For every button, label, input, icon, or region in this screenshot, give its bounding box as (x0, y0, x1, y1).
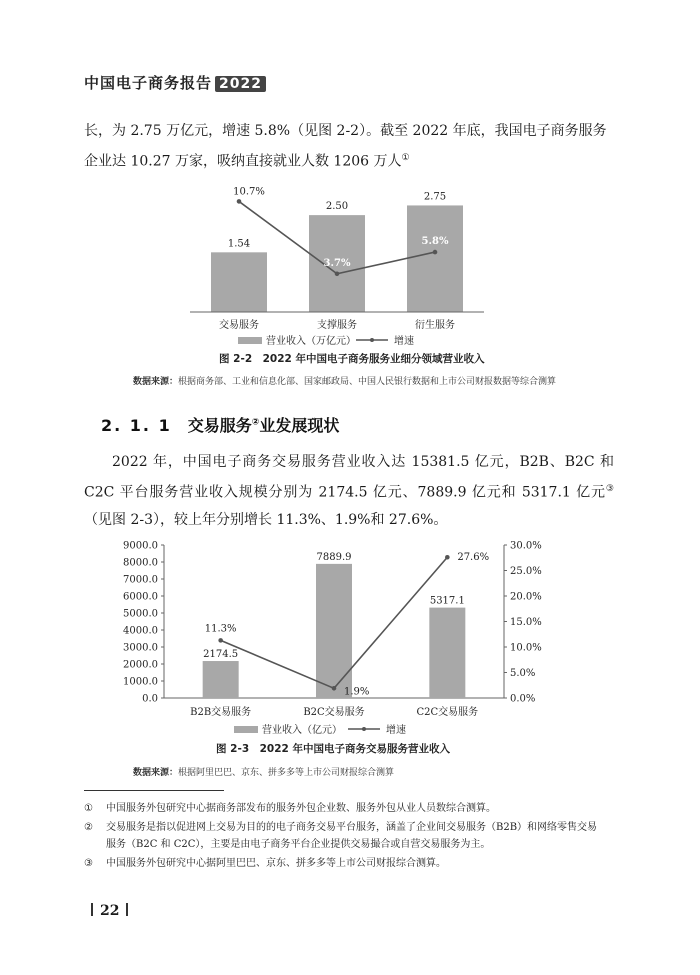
footnote-ref-3[interactable]: ③ (605, 484, 614, 494)
paragraph-1 (84, 118, 614, 176)
y-tick-label: 7000.0 (123, 574, 158, 586)
paragraph-2-text-2: （见图 2-3），较上年分别增长 11.3%、1.9%和 27.6%。 (84, 511, 448, 528)
paragraph-2 (84, 449, 614, 534)
bar-2 (316, 564, 352, 698)
growth-value-label: 27.6% (457, 552, 490, 564)
growth-point-3 (433, 250, 438, 255)
footnotes (84, 800, 604, 874)
y-tick-label: 8000.0 (123, 557, 158, 569)
section-number: 2. 1. 1 (101, 416, 172, 435)
header-year: 2022 (215, 76, 266, 92)
legend-bar-label: 营业收入（万亿元） (266, 336, 356, 347)
category-label: 支撑服务 (317, 320, 357, 331)
y-tick-label: 9000.0 (123, 540, 158, 552)
legend-bar-swatch (234, 726, 258, 733)
y2-tick-label: 15.0% (510, 617, 542, 628)
y2-tick-label: 10.0% (510, 642, 542, 654)
legend-line-label: 增速 (394, 336, 414, 347)
growth-point-1 (218, 638, 223, 643)
y-tick-label: 1000.0 (123, 676, 158, 688)
bar-value-label: 2.75 (423, 191, 447, 203)
growth-value-label: 3.7% (323, 257, 351, 269)
legend-line-marker (370, 338, 374, 342)
footnote-3: ③ 中国服务外包研究中心据阿里巴巴、京东、拼多多等上市公司财报综合测算。 (84, 858, 446, 869)
bar-value-label: 7889.9 (316, 551, 352, 563)
figure-2-2-caption: 图 2-2 2022 年中国电子商务服务业细分领域营业收入 (219, 353, 485, 365)
paragraph-1-line-2: 企业达 10.27 万家，吸纳直接就业人数 1206 万人① (84, 153, 410, 170)
paragraph-2-text: 2022 年，中国电子商务交易服务营业收入达 15381.5 亿元，B2B、B2C 和 C2C 平台服务营业收入规模分别为 2174.5 亿元、7889.9 亿元和 5317.1 亿元 (84, 454, 614, 501)
legend-bar-swatch (238, 337, 262, 344)
growth-point-1 (237, 199, 242, 204)
y2-tick-label: 25.0% (510, 566, 542, 577)
bar-3 (407, 205, 463, 312)
figure-2-3-source: 数据来源：根据阿里巴巴、京东、拼多多等上市公司财报综合测算 (133, 768, 395, 778)
bar-3 (429, 608, 465, 698)
growth-value-label: 1.9% (344, 686, 370, 698)
category-label: C2C交易服务 (416, 707, 479, 718)
footnote-ref-2[interactable]: ② (251, 417, 260, 428)
growth-point-2 (332, 686, 337, 691)
bar-value-label: 5317.1 (429, 595, 465, 607)
bar-value-label: 2.50 (325, 201, 349, 213)
growth-point-3 (445, 555, 450, 560)
section-heading: 2. 1. 1 交易服务②业发展现状 (101, 416, 340, 435)
legend-bar-label: 营业收入（亿元） (262, 725, 342, 736)
growth-point-2 (335, 271, 340, 276)
footnote-rule (84, 790, 224, 791)
category-label: 交易服务 (219, 320, 259, 331)
y-tick-label: 2000.0 (123, 659, 158, 671)
y-tick-label: 4000.0 (123, 625, 158, 637)
header-title: 中国电子商务报告 (84, 74, 213, 92)
y-tick-label: 0.0 (142, 693, 158, 705)
figure-2-2-chart (170, 178, 510, 358)
figure-2-3-caption: 图 2-3 2022 年中国电子商务交易服务营业收入 (216, 743, 451, 755)
y-tick-label: 3000.0 (123, 642, 158, 654)
growth-value-label: 5.8% (421, 236, 449, 248)
paragraph-1-line-1: 长，为 2.75 万亿元，增速 5.8%（见图 2-2）。截至 2022 年底，我国电子商务服务 (84, 123, 607, 139)
growth-value-label: 10.7% (233, 186, 265, 198)
figure-2-3-chart (100, 537, 560, 737)
bar-value-label: 1.54 (227, 238, 251, 250)
growth-value-label: 11.3% (204, 623, 237, 635)
category-label: B2C交易服务 (303, 707, 365, 718)
figure-2-2-source: 数据来源：根据商务部、工业和信息化部、国家邮政局、中国人民银行数据和上市公司财报数据等综合测算 (133, 377, 557, 387)
y2-tick-label: 20.0% (510, 591, 542, 603)
footnote-ref-1[interactable]: ① (401, 153, 410, 163)
y2-tick-label: 5.0% (510, 668, 536, 679)
running-header (84, 72, 266, 93)
bar-1 (203, 661, 239, 698)
category-label: 衍生服务 (415, 320, 455, 331)
y2-tick-label: 0.0% (510, 693, 536, 705)
y-tick-label: 6000.0 (123, 591, 158, 603)
footnote-1: ① 中国服务外包研究中心据商务部发布的服务外包企业数、服务外包从业人员数综合测算。 (84, 803, 496, 814)
bar-1 (211, 252, 267, 312)
legend-line-marker (362, 727, 366, 731)
footnote-2: ② 交易服务是指以促进网上交易为目的的电子商务交易平台服务，涵盖了企业间交易服务（B2B）和网络零售交易服务（B2C 和 C2C），主要是由电子商务平台企业提供交易撮合或自营交易服务为主。 (84, 822, 598, 850)
bar-value-label: 2174.5 (203, 649, 239, 661)
y2-tick-label: 30.0% (510, 540, 542, 552)
page-number: 22 (84, 903, 135, 919)
category-label: B2B交易服务 (190, 707, 252, 718)
legend-line-label: 增速 (386, 725, 406, 736)
y-tick-label: 5000.0 (123, 608, 158, 620)
